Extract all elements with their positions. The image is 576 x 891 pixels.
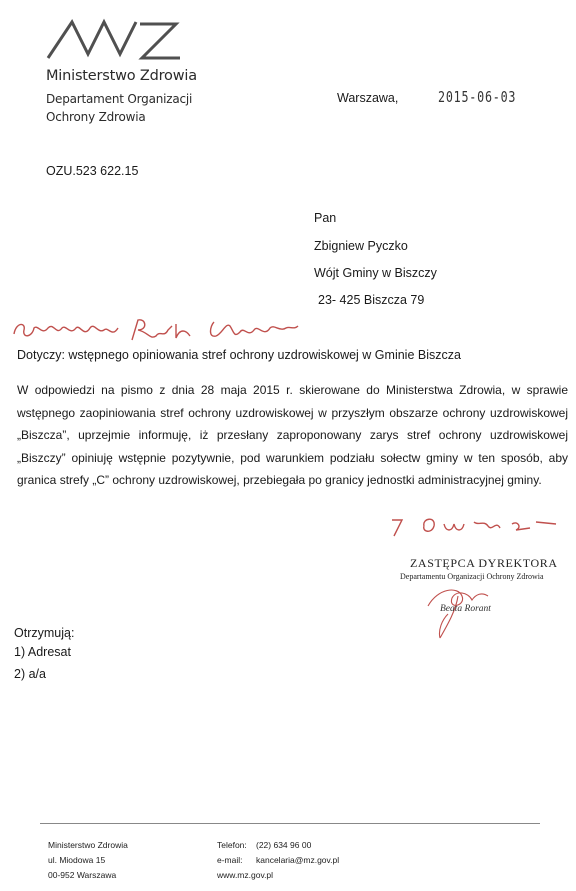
ministry-name: Ministerstwo Zdrowia — [46, 68, 197, 84]
email-address: kancelaria@mz.gov.pl — [256, 855, 340, 865]
signature-title: ZASTĘPCA DYREKTORA — [410, 556, 558, 570]
addressee-title: Wójt Gminy w Biszczy — [314, 266, 437, 280]
addressee-salutation: Pan — [314, 211, 337, 225]
recipient-item: 1) Adresat — [14, 645, 71, 659]
footer-contact — [217, 838, 339, 883]
department-name: Departament Organizacji Ochrony Zdrowia — [46, 92, 193, 124]
recipient-item: 2) a/a — [14, 667, 46, 681]
reference-number: OZU.523 622.15 — [46, 164, 139, 178]
website: www.mz.gov.pl — [217, 870, 274, 880]
date-stamp: 2015-06-03 — [438, 88, 517, 106]
recipients-heading: Otrzymują: — [14, 626, 75, 640]
ministry-logo-icon — [46, 16, 186, 64]
email-label: e-mail: — [217, 855, 243, 865]
handwritten-note — [8, 316, 308, 344]
phone-number: (22) 634 96 00 — [256, 840, 312, 850]
subject-line: Dotyczy: wstępnego opiniowania stref ochrony uzdrowiskowej w Gminie Biszcza — [17, 348, 461, 362]
footer-divider — [40, 823, 540, 824]
footer-address: Ministerstwo Zdrowia ul. Miodowa 15 00-952 Warszawa — [48, 840, 128, 880]
signature-department: Departamentu Organizacji Ochrony Zdrowia — [400, 572, 544, 581]
signatory-name: Beata Rorant — [440, 604, 491, 614]
addressee-name: Zbigniew Pyczko — [314, 239, 408, 253]
addressee-address: 23- 425 Biszcza 79 — [318, 293, 425, 307]
place: Warszawa, — [337, 91, 399, 105]
letter-body: W odpowiedzi na pismo z dnia 28 maja 2015 r. skierowane do Ministerstwa Zdrowia, w sprawie wstępnego zaopiniowania stref ochrony uzdrowiskowej w przyszłym obszarze ochrony uzdrowiskowej „Biszcza”, uprzejmie informuję, iż przesłany zaproponowany zarys stref ochrony uzdrowiskowej „Biszczy” opiniuję wstępnie pozytywnie, pod warunkiem podziału sołectw gminy w ten sposób, aby granica strefy „C” ochrony uzdrowiskowej, przebiegała po granicy jednostki administracyjnej gminy. — [17, 383, 568, 488]
handwritten-annotation — [388, 510, 558, 540]
phone-label: Telefon: — [217, 840, 247, 850]
